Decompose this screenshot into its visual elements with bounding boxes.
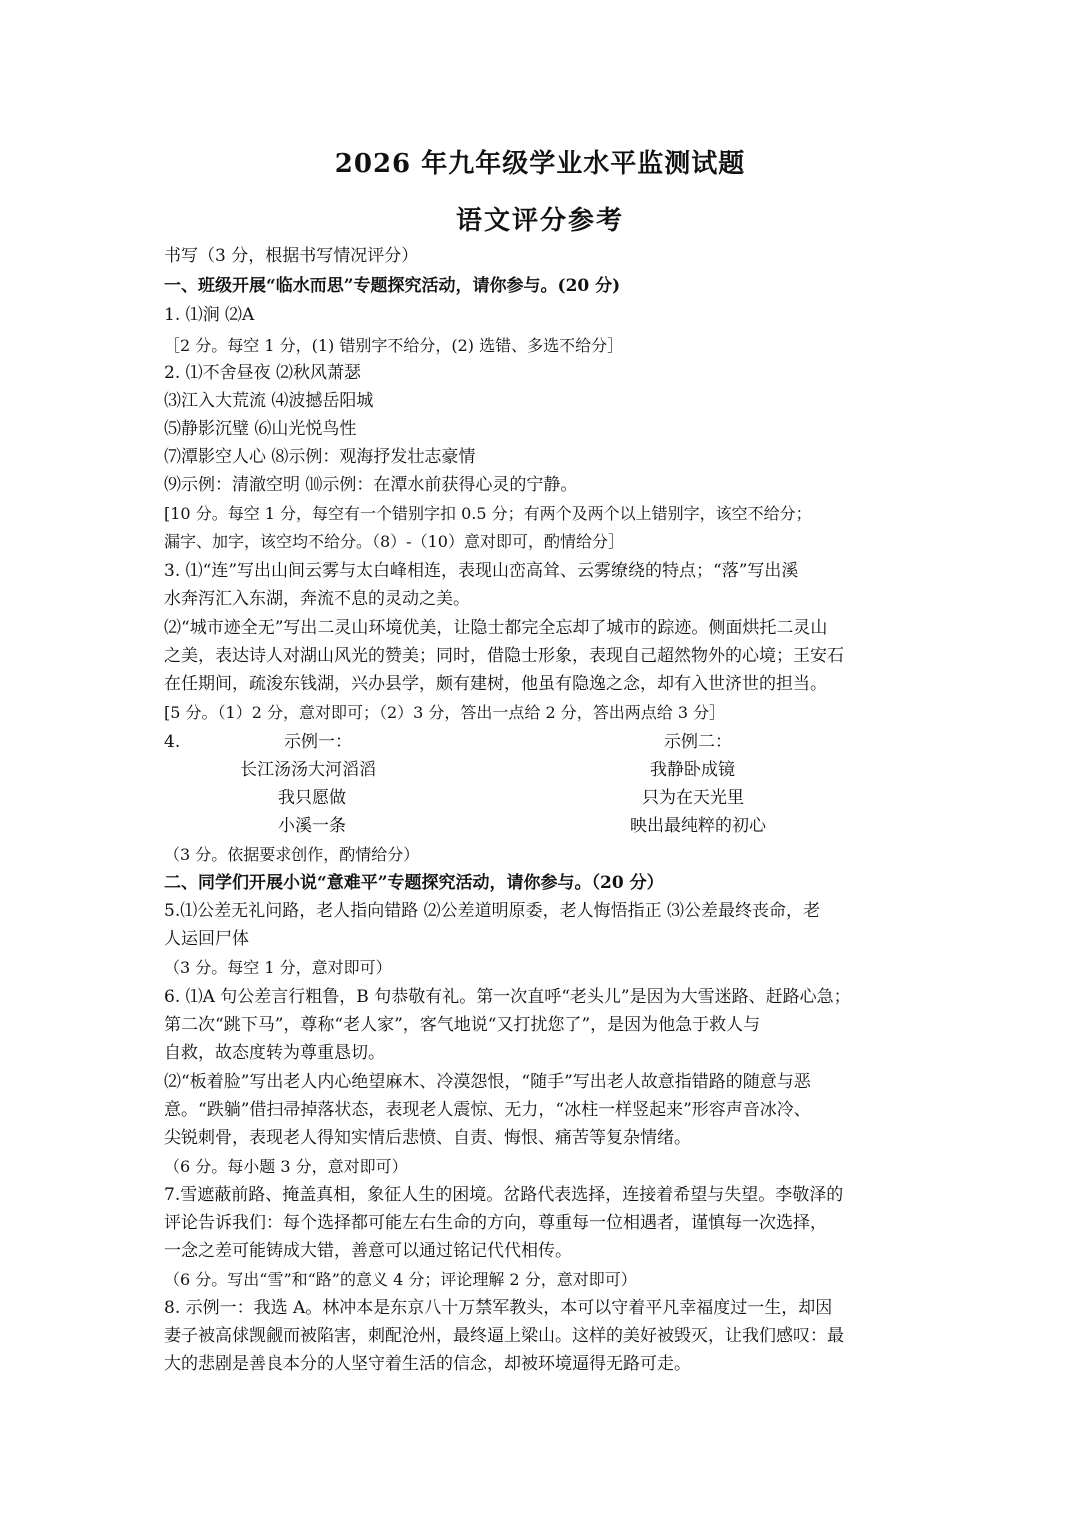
poem-example-2-line-3: 映出最纯粹的初心 — [630, 816, 766, 836]
answer-4-note: （3 分。依据要求创作，酌情给分） — [164, 845, 420, 864]
answer-2-line-4: ⑺潭影空人心 ⑻示例：观海抒发壮志豪情 — [164, 447, 476, 467]
answer-5-note: （3 分。每空 1 分，意对即可） — [164, 958, 392, 977]
answer-2-line-1: 2. ⑴不舍昼夜 ⑵秋风萧瑟 — [164, 363, 362, 383]
answer-5-line-2: 人运回尸体 — [164, 929, 249, 949]
page-title: 2026 年九年级学业水平监测试题 — [334, 149, 746, 179]
poem-example-1-line-2: 我只愿做 — [278, 788, 346, 808]
answer-3-line-4: 之美，表达诗人对湖山风光的赞美；同时，借隐士形象，表现自己超然物外的心境；王安石 — [164, 646, 844, 666]
answer-3-note: [5 分。（1）2 分，意对即可；（2）3 分，答出一点给 2 分，答出两点给 3 分］ — [164, 703, 726, 722]
writing-score-line: 书写（3 分，根据书写情况评分） — [164, 246, 419, 266]
answer-6-line-3: 自救，故态度转为尊重恳切。 — [164, 1043, 385, 1063]
answer-6-line-2: 第二次“跳下马”，尊称“老人家”，客气地说“又打扰您了”，是因为他急于救人与 — [164, 1015, 761, 1035]
answer-2-line-5: ⑼示例：清澈空明 ⑽示例：在潭水前获得心灵的宁静。 — [164, 475, 578, 495]
answer-8-line-3: 大的悲剧是善良本分的人坚守着生活的信念，却被环境逼得无路可走。 — [164, 1354, 691, 1374]
answer-3-line-1: 3. ⑴“连”写出山间云雾与太白峰相连，表现山峦高耸、云雾缭绕的特点；“落”写出溪 — [164, 561, 799, 581]
poem-example-2-line-2: 只为在天光里 — [642, 788, 744, 808]
answer-6-line-5: 意。“跌躺”借扫帚掉落状态，表现老人震惊、无力，“冰柱一样竖起来”形容声音冰冷、 — [164, 1100, 811, 1120]
answer-2-line-3: ⑸静影沉璧 ⑹山光悦鸟性 — [164, 419, 357, 439]
poem-example-1-line-1: 长江汤汤大河滔滔 — [240, 760, 376, 780]
answer-3-line-3: ⑵“城市迹全无”写出二灵山环境优美，让隐士都完全忘却了城市的踪迹。侧面烘托二灵山 — [164, 618, 828, 638]
answer-2-line-2: ⑶江入大荒流 ⑷波撼岳阳城 — [164, 391, 374, 411]
answer-1: 1. ⑴涧 ⑵A — [164, 305, 255, 325]
section-one-heading: 一、班级开展“临水而思”专题探究活动，请你参与。(20 分) — [164, 276, 621, 296]
answer-7-note: （6 分。写出“雪”和“路”的意义 4 分；评论理解 2 分，意对即可） — [164, 1270, 637, 1289]
answer-8-line-1: 8. 示例一：我选 A。林冲本是东京八十万禁军教头，本可以守着平凡幸福度过一生，却因 — [164, 1298, 833, 1318]
section-two-heading: 二、同学们开展小说“意难平”专题探究活动，请你参与。（20 分） — [164, 873, 664, 893]
answer-7-line-3: 一念之差可能铸成大错，善意可以通过铭记代代相传。 — [164, 1241, 572, 1261]
poem-example-1-label: 示例一： — [284, 732, 352, 752]
answer-6-line-6: 尖锐刺骨，表现老人得知实情后悲愤、自责、悔恨、痛苦等复杂情绪。 — [164, 1128, 691, 1148]
answer-5-line-1: 5.⑴公差无礼问路，老人指向错路 ⑵公差道明原委，老人悔悟指正 ⑶公差最终丧命，老 — [164, 901, 821, 921]
page-subtitle: 语文评分参考 — [455, 206, 624, 236]
poem-example-1-line-3: 小溪一条 — [278, 816, 346, 836]
answer-1-note: ［2 分。每空 1 分，(1) 错别字不给分，(2) 选错、多选不给分］ — [164, 336, 624, 355]
answer-2-note-2: 漏字、加字，该空均不给分。（8）-（10）意对即可，酌情给分］ — [164, 532, 624, 551]
answer-3-line-5: 在任期间，疏浚东钱湖，兴办县学，颇有建树，他虽有隐逸之念，却有入世济世的担当。 — [164, 674, 827, 694]
answer-7-line-2: 评论告诉我们：每个选择都可能左右生命的方向，尊重每一位相遇者，谨慎每一次选择， — [164, 1213, 827, 1233]
answer-8-line-2: 妻子被高俅觊觎而被陷害，刺配沧州，最终逼上梁山。这样的美好被毁灭，让我们感叹：最 — [164, 1326, 844, 1346]
answer-6-line-1: 6. ⑴A 句公差言行粗鲁，B 句恭敬有礼。第一次直呼“老头儿”是因为大雪迷路、赶路心急； — [164, 987, 851, 1007]
answer-2-note-1: [10 分。每空 1 分，每空有一个错别字扣 0.5 分；有两个及两个以上错别字，该空不给分； — [164, 504, 812, 523]
answer-4-number: 4. — [164, 732, 181, 752]
answer-6-note: （6 分。每小题 3 分，意对即可） — [164, 1157, 408, 1176]
answer-6-line-4: ⑵“板着脸”写出老人内心绝望麻木、冷漠怨恨，“随手”写出老人故意指错路的随意与恶 — [164, 1072, 811, 1092]
answer-7-line-1: 7.雪遮蔽前路、掩盖真相，象征人生的困境。岔路代表选择，连接着希望与失望。李敬泽的 — [164, 1185, 844, 1205]
answer-3-line-2: 水奔泻汇入东湖，奔流不息的灵动之美。 — [164, 589, 470, 609]
poem-example-2-line-1: 我静卧成镜 — [650, 760, 735, 780]
poem-example-2-label: 示例二： — [664, 732, 732, 752]
